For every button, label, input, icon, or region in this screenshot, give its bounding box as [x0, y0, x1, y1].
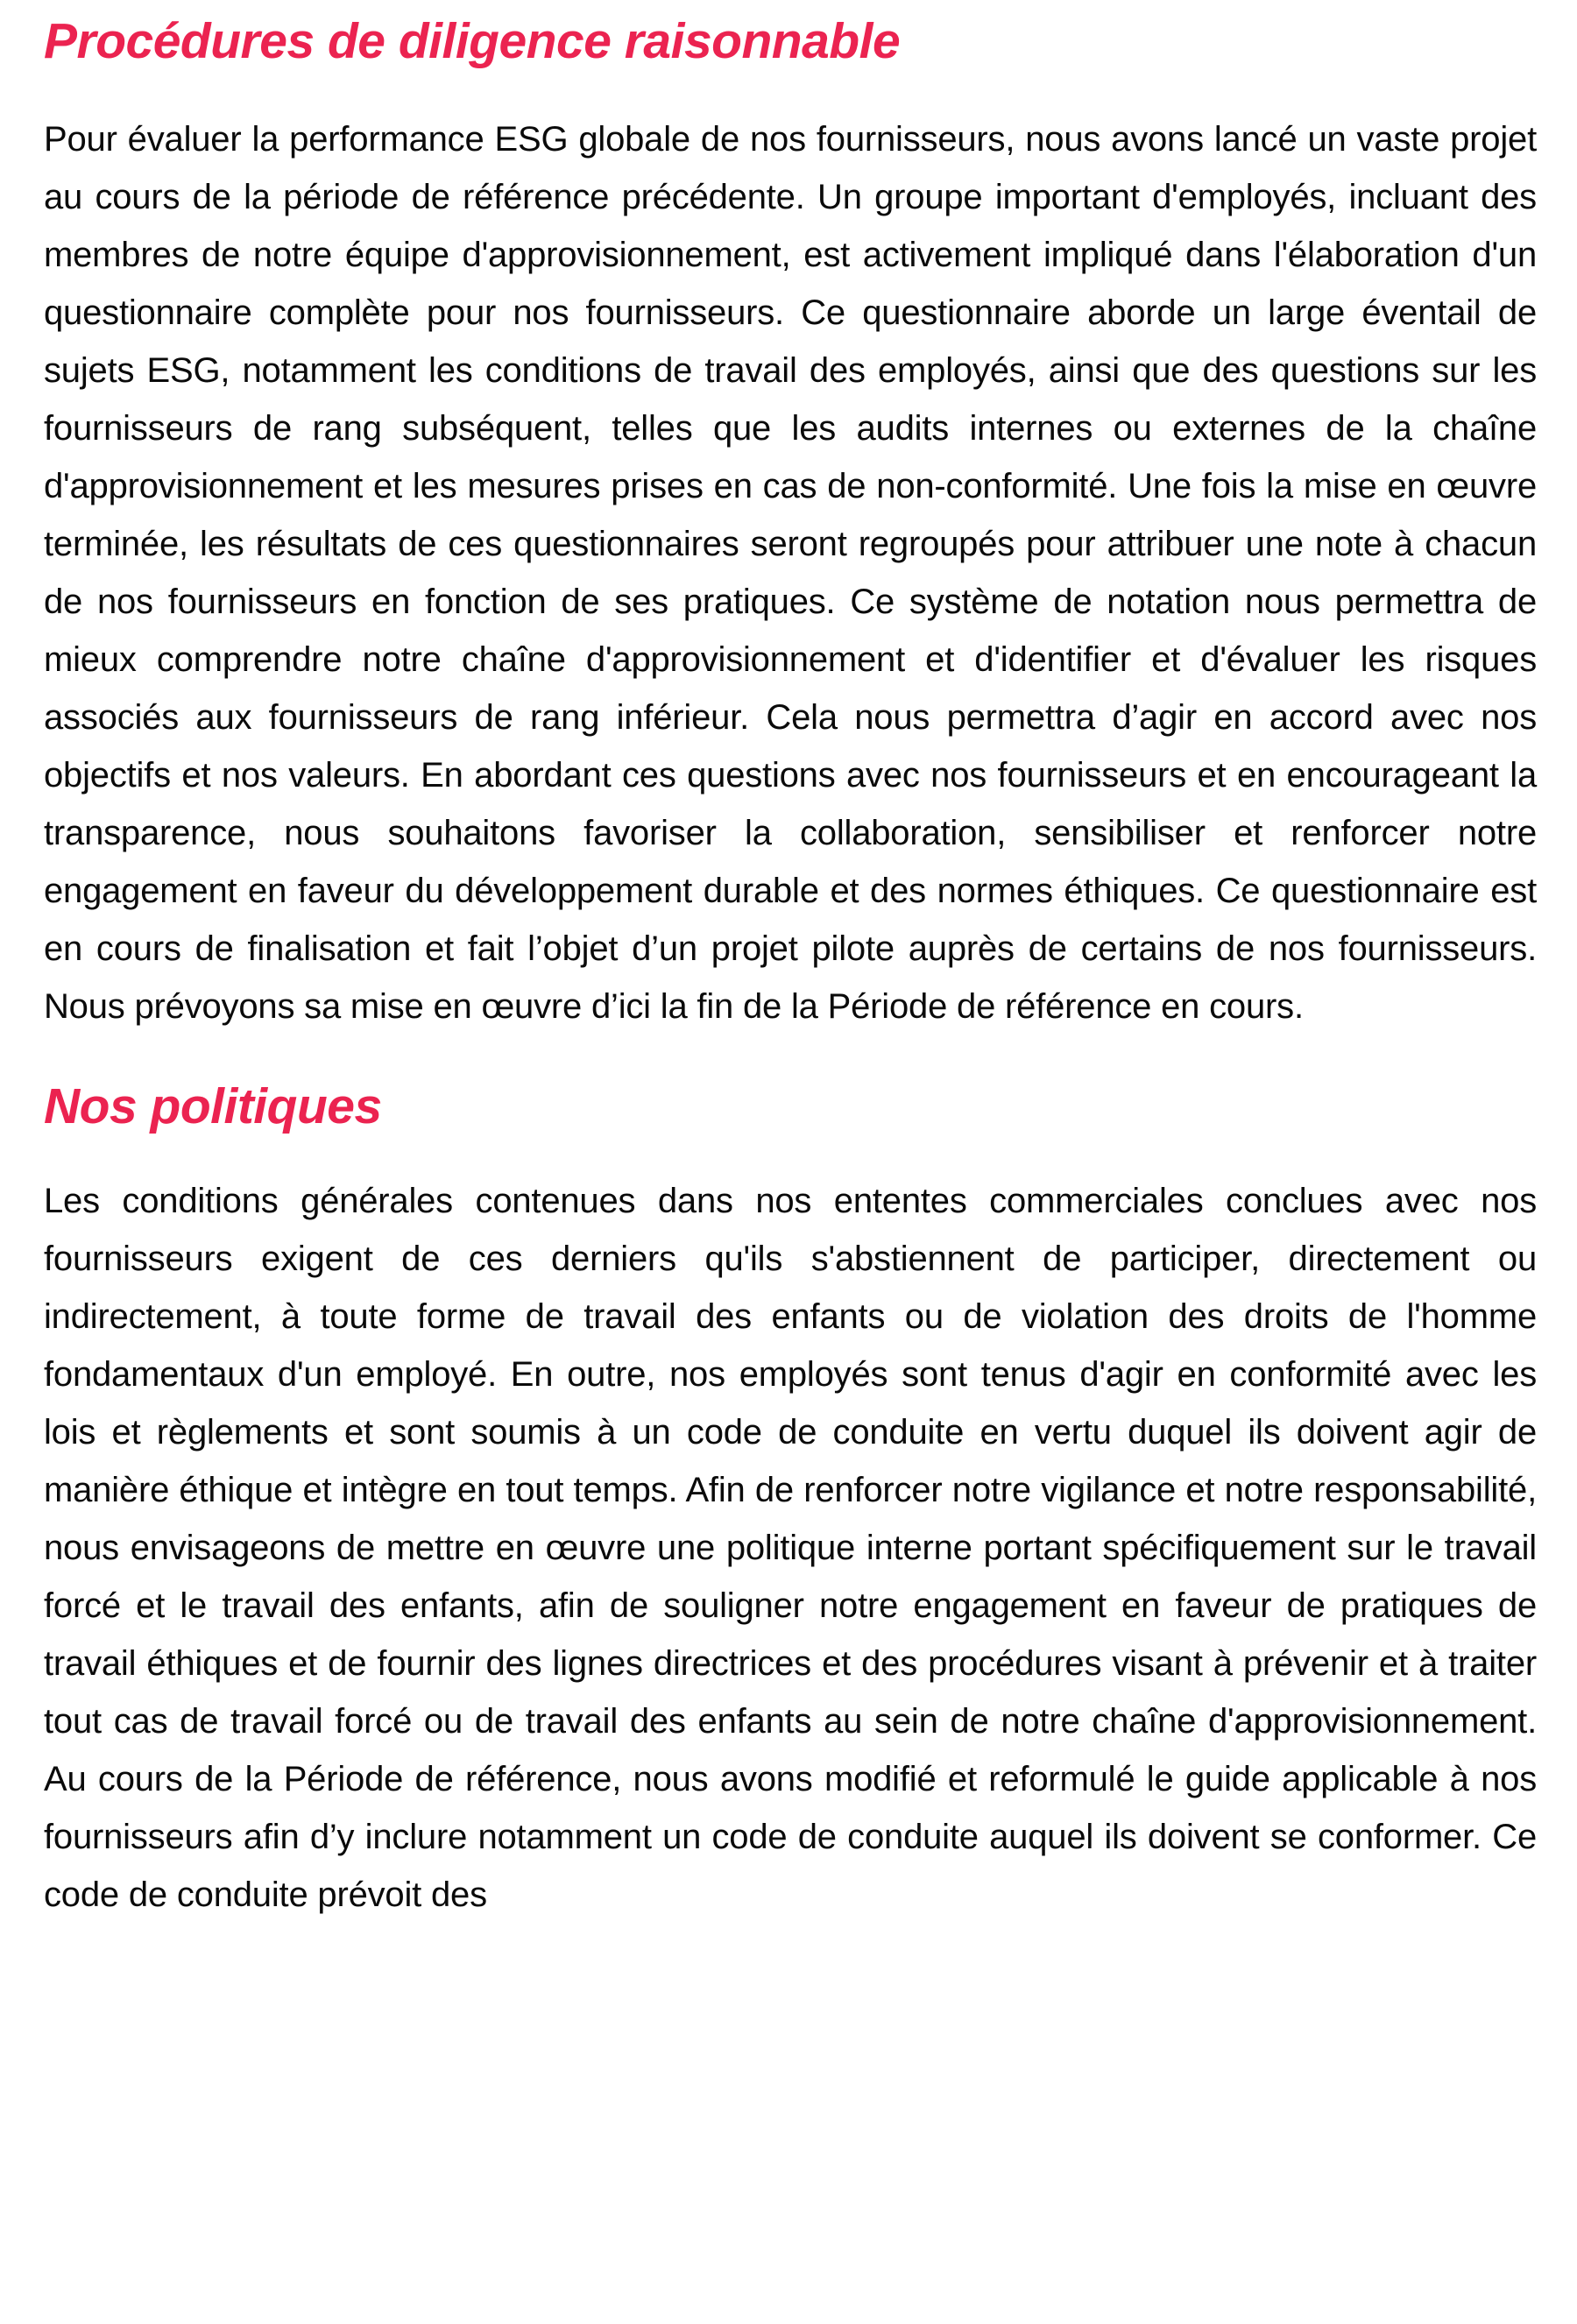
paragraph-nos-politiques: Les conditions générales contenues dans nos ententes commerciales conclues avec nos fournisseurs exigent de ces derniers qu'ils s'abstiennent de participer, directement ou indirectement, à toute forme de travail des enfants ou de violation des droits de l'homme fondamentaux d'un employé. En outre, nos employés sont tenus d'agir en conformité avec les lois et règlements et sont soumis à un code de conduite en vertu duquel ils doivent agir de manière éthique et intègre en tout temps. Afin de renforcer notre vigilance et notre responsabilité, nous envisageons de mettre en œuvre une politique interne portant spécifiquement sur le travail forcé et le travail des enfants, afin de souligner notre engagement en faveur de pratiques de travail éthiques et de fournir des lignes directrices et des procédures visant à prévenir et à traiter tout cas de travail forcé ou de travail des enfants au sein de notre chaîne d'approvisionnement. Au cours de la Période de référence, nous avons modifié et reformulé le guide applicable à nos fournisseurs afin d’y inclure notamment un code de conduite auquel ils doivent se conformer. Ce code de conduite prévoit des: [44, 1182, 1537, 1914]
paragraph-procedures-diligence: Pour évaluer la performance ESG globale de nos fournisseurs, nous avons lancé un vaste projet au cours de la période de référence précédente. Un groupe important d'employés, incluant des membres de notre équipe d'approvisionnement, est activement impliqué dans l'élaboration d'un questionnaire complète pour nos fournisseurs. Ce questionnaire aborde un large éventail de sujets ESG, notamment les conditions de travail des employés, ainsi que des questions sur les fournisseurs de rang subséquent, telles que les audits internes ou externes de la chaîne d'approvisionnement et les mesures prises en cas de non-conformité. Une fois la mise en œuvre terminée, les résultats de ces questionnaires seront regroupés pour attribuer une note à chacun de nos fournisseurs en fonction de ses pratiques. Ce système de notation nous permettra de mieux comprendre notre chaîne d'approvisionnement et d'identifier et d'évaluer les risques associés aux fournisseurs de rang inférieur. Cela nous permettra d’agir en accord avec nos objectifs et nos valeurs. En abordant ces questions avec nos fournisseurs et en encourageant la transparence, nous souhaitons favoriser la collaboration, sensibiliser et renforcer notre engagement en faveur du développement durable et des normes éthiques. Ce questionnaire est en cours de finalisation et fait l’objet d’un projet pilote auprès de certains de nos fournisseurs. Nous prévoyons sa mise en œuvre d’ici la fin de la Période de référence en cours.: [44, 120, 1537, 1026]
section-heading-nos-politiques: Nos politiques: [44, 1078, 382, 1134]
section-heading-procedures-diligence: Procédures de diligence raisonnable: [44, 13, 901, 69]
